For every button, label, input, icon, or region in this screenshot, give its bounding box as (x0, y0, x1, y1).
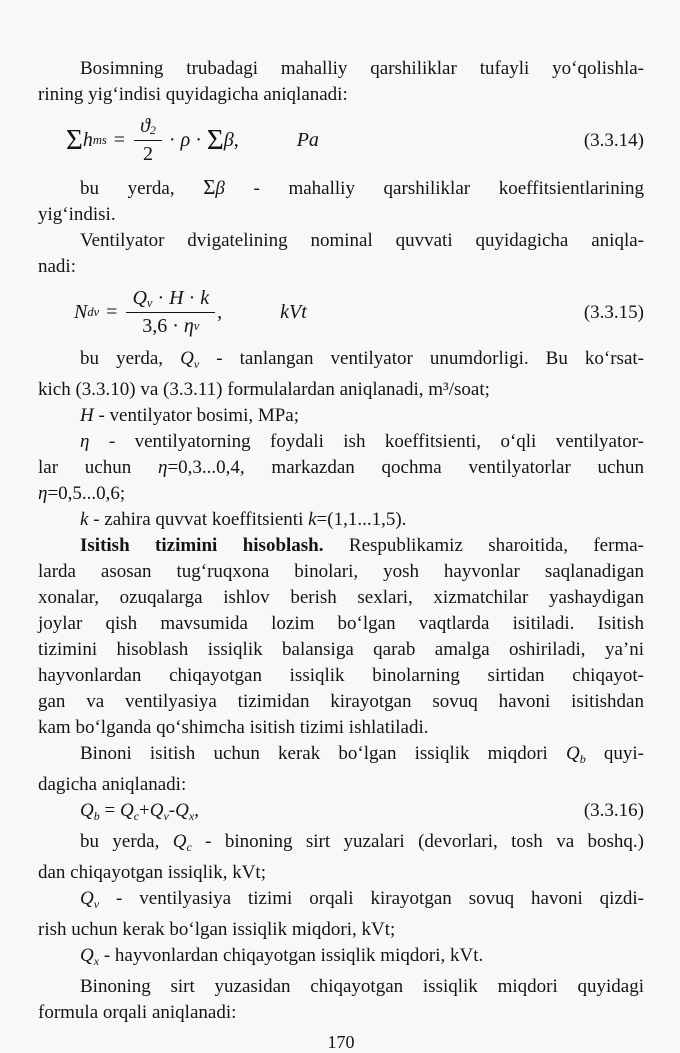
text: Bosimning trubadagi mahalliy qarshiliklar tufayli yo‘qolishla- (80, 58, 644, 79)
section-mid (38, 174, 644, 280)
text: Q (566, 743, 580, 764)
subscript: v (193, 357, 200, 371)
text: =0,3...0,4, markazdan qochma ventilyatorlar uchun (167, 457, 644, 478)
text-line (38, 174, 644, 202)
text-line (38, 860, 644, 886)
text: + (139, 800, 150, 821)
unit-pa: Pa (296, 129, 319, 151)
text: Q (80, 800, 94, 821)
dot-operator: · (168, 129, 176, 151)
theta-symbol: ϑ (140, 115, 150, 137)
bold-text: Isitish tizimini hisoblash. (80, 535, 324, 556)
section-intro (38, 56, 644, 108)
para-qv-ventilation-heat (38, 886, 644, 943)
text: =(1,1...1,5). (316, 509, 407, 530)
para-heating-system (38, 533, 644, 741)
text-line (38, 741, 644, 772)
text: Respublikamiz sharoitida, ferma- (323, 535, 644, 556)
text: = (99, 800, 120, 821)
text-line (38, 403, 644, 429)
para-qx-animal-heat (38, 943, 644, 974)
fraction-denominator (142, 313, 199, 338)
text-line (38, 82, 644, 108)
equation-number: (3.3.16) (583, 800, 644, 821)
fraction (134, 115, 162, 166)
text: - tanlangan ventilyator unumdorligi. Bu ko‘rsat- (199, 348, 644, 369)
subscript-v: v (146, 295, 153, 310)
text: rining yig‘indisi quyidagicha aniqlanadi: (38, 84, 348, 105)
subscript: b (93, 809, 100, 823)
variable-k: k (200, 287, 210, 309)
text: - ventilyatorning foydali ish koeffitsienti, o‘qli ventilyator- (89, 431, 644, 452)
para-pressure-losses (38, 56, 644, 108)
text-line (38, 974, 644, 1000)
text: bu yerda, (80, 178, 204, 199)
text: Q (175, 800, 189, 821)
text: formula orqali aniqlanadi: (38, 1002, 237, 1023)
text: quyi- (585, 743, 645, 764)
formula-3-3-14 (38, 115, 644, 166)
formula-3-3-15-expression (74, 287, 307, 338)
fraction (126, 287, 215, 338)
text: kam bo‘lganda qo‘shimcha isitish tizimi ishlatiladi. (38, 717, 429, 738)
text-line (38, 559, 644, 585)
dot-operator: · (188, 287, 196, 309)
sum-symbol: Σ (66, 124, 83, 156)
text-line (38, 798, 644, 829)
text: joylar qish mavsumida lozim bo‘lgan vaqtlarda isitiladi. Isitish (38, 613, 644, 634)
unit-kvt: kVt (280, 301, 307, 323)
text-line (38, 202, 644, 228)
equals-sign: = (113, 129, 126, 151)
dot-operator: · (157, 287, 165, 309)
subscript: x (93, 954, 100, 968)
equals-sign: = (106, 301, 118, 323)
text-line (38, 886, 644, 917)
text: Binoning sirt yuzasidan chiqayotgan issiqlik miqdori quyidagi (80, 976, 644, 997)
text: rish uchun kerak bo‘lgan issiqlik miqdori, kVt; (38, 919, 396, 940)
text: Ventilyator dvigatelining nominal quvvati quyidagicha aniqla- (80, 230, 644, 251)
text-line (38, 829, 644, 860)
section-main (38, 346, 644, 1026)
text: lar uchun (38, 457, 159, 478)
subscript: v (163, 809, 169, 823)
para-qc-surface-heat (38, 829, 644, 886)
text: Q (80, 888, 94, 909)
text-line (38, 228, 644, 254)
text-line (38, 56, 644, 82)
text: xonalar, ozuqalarga ishlov berish sexlari, xizmatchilar yashaydigan (38, 587, 644, 608)
text-line (38, 481, 644, 507)
text: Q (80, 945, 94, 966)
coefficient: 3,6 (142, 315, 168, 337)
superscript-2: 2 (149, 123, 156, 138)
text: η (158, 457, 168, 478)
text: nadi: (38, 256, 76, 277)
page-number: 170 (327, 1032, 355, 1052)
subscript: c (186, 840, 192, 854)
text: η (38, 483, 48, 504)
text-line (38, 429, 644, 455)
para-k-reserve-coefficient (38, 507, 644, 533)
text: gan va ventilyasiya tizimidan kirayotgan sovuq havoni isitishdan (38, 691, 644, 712)
text: Q (119, 800, 134, 821)
text-line (38, 637, 644, 663)
formula-3-3-16 (38, 798, 644, 829)
comma: , (217, 301, 223, 323)
text-line (38, 507, 644, 533)
text-line (38, 585, 644, 611)
subscript: c (133, 809, 140, 823)
text-line (38, 533, 644, 559)
text: k (308, 509, 317, 530)
text-line (38, 715, 644, 741)
text: - binoning sirt yuzalari (devorlari, tosh va boshq.) (191, 831, 644, 852)
text-line (38, 689, 644, 715)
para-qb-intro (38, 741, 644, 798)
text: yig‘indisi. (38, 204, 116, 225)
fraction-numerator (126, 287, 215, 313)
fraction-numerator (134, 115, 162, 141)
para-surface-heat-formula (38, 974, 644, 1026)
subscript-ms: ms (92, 133, 107, 147)
para-fan-motor-power (38, 228, 644, 280)
variable-h: H (169, 287, 184, 309)
para-h-fan-pressure (38, 403, 644, 429)
text-line (38, 663, 644, 689)
text: H (80, 405, 94, 426)
sum-symbol: Σ (206, 124, 224, 156)
subscript: b (579, 752, 586, 766)
beta-symbol: β, (223, 129, 239, 151)
text: - (168, 800, 176, 821)
text-line (38, 943, 644, 974)
text: η (80, 431, 90, 452)
variable-q: Q (132, 287, 147, 309)
text: Binoni isitish uchun kerak bo‘lgan issiqlik miqdori (80, 743, 566, 764)
text: dan chiqayotgan issiqlik, kVt; (38, 862, 266, 883)
eta-symbol: η (183, 315, 194, 337)
para-sum-beta-definition (38, 174, 644, 228)
text-line (38, 1000, 644, 1026)
text: larda asosan tug‘ruqxona binolari, yosh hayvonlar saqlanadigan (38, 561, 644, 582)
text: , (194, 800, 199, 821)
text-line (38, 917, 644, 943)
rho-symbol: ρ (180, 129, 191, 151)
text: Q (172, 831, 187, 852)
subscript-dv: dv (87, 305, 100, 319)
text: - ventilyator bosimi, MPa; (93, 405, 300, 426)
text-line (38, 377, 644, 403)
equation-number: (3.3.14) (583, 129, 644, 151)
text: kich (3.3.10) va (3.3.11) formulalardan aniqlanadi, m³/soat; (38, 379, 490, 400)
text: β (215, 178, 225, 199)
para-qv-fan-capacity (38, 346, 644, 403)
text-line (38, 346, 644, 377)
text: bu yerda, (80, 831, 173, 852)
text: Q (149, 800, 164, 821)
text: tizimini hisoblash issiqlik balansiga qarab amalga oshiriladi, ya’ni (38, 639, 644, 660)
para-eta-efficiency (38, 429, 644, 507)
dot-operator: · (172, 315, 179, 337)
fraction-denominator: 2 (142, 143, 153, 165)
equation-number: (3.3.15) (583, 301, 644, 323)
text: Σ (203, 175, 216, 199)
text: =0,5...0,6; (47, 483, 126, 504)
formula-3-3-14-expression (66, 115, 319, 166)
text: dagicha aniqlanadi: (38, 774, 187, 795)
text: k (80, 509, 89, 530)
variable-h: h (82, 129, 93, 151)
text: bu yerda, (80, 348, 181, 369)
text-line (38, 611, 644, 637)
dot-operator: · (195, 129, 202, 151)
text: - zahira quvvat koeffitsienti (88, 509, 309, 530)
text-line (38, 772, 644, 798)
formula-3-3-15 (38, 287, 644, 338)
subscript: x (188, 809, 195, 823)
subscript-v: v (193, 319, 200, 334)
text-line (38, 455, 644, 481)
text-line (38, 254, 644, 280)
subscript: v (93, 897, 100, 911)
text: - ventilyasiya tizimi orqali kirayotgan sovuq havoni qizdi- (99, 888, 644, 909)
text: - hayvonlardan chiqayotgan issiqlik miqdori, kVt. (99, 945, 484, 966)
text: Q (180, 348, 194, 369)
text: hayvonlardan chiqayotgan issiqlik binolarning sirtidan chiqayot- (38, 665, 644, 686)
text: - mahalliy qarshiliklar koeffitsientlarining (224, 178, 644, 199)
variable-n: N (74, 301, 88, 323)
